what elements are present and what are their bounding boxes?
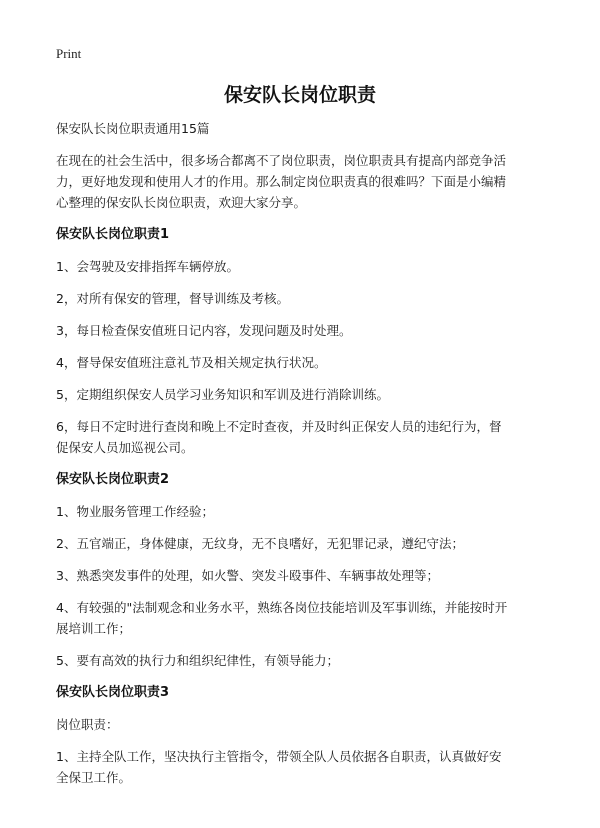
list-item-continued: 促保安人员加巡视公司。 [56,440,194,455]
list-item: 5、要有高效的执行力和组织纪律性，有领导能力； [56,653,339,668]
list-item: 1、主持全队工作，坚决执行主管指令，带领全队人员依据各自职责，认真做好安 [56,749,502,764]
document-body [56,118,550,788]
intro-line: 心整理的保安队长岗位职责，欢迎大家分享。 [56,195,307,210]
list-item: 1、会驾驶及安排指挥车辆停放。 [56,259,239,274]
list-item: 6，每日不定时进行查岗和晚上不定时查夜，并及时纠正保安人员的违纪行为，督 [56,419,502,434]
section-heading: 保安队长岗位职责3 [56,685,170,700]
list-item: 岗位职责： [56,717,119,732]
intro-line: 力，更好地发现和使用人才的作用。那么制定岗位职责真的很难吗？下面是小编精 [56,174,507,189]
section-heading: 保安队长岗位职责2 [56,472,170,487]
document-title: 保安队长岗位职责 [223,84,376,106]
list-item: 3、熟悉突发事件的处理，如火警、突发斗殴事件、车辆事故处理等； [56,568,439,583]
document-subtitle: 保安队长岗位职责通用15篇 [56,121,210,136]
section-heading: 保安队长岗位职责1 [56,227,170,242]
list-item: 4、有较强的"法制观念和业务水平，熟练各岗位技能培训及军事训练，并能按时开 [56,600,508,615]
list-item: 2，对所有保安的管理，督导训练及考核。 [56,291,289,306]
list-item: 1、物业服务管理工作经验； [56,504,214,519]
list-item: 5，定期组织保安人员学习业务知识和军训及进行消除训练。 [56,387,389,402]
intro-line: 在现在的社会生活中，很多场合都离不了岗位职责，岗位职责具有提高内部竞争活 [56,153,507,168]
list-item: 4，督导保安值班注意礼节及相关规定执行状况。 [56,355,327,370]
list-item-continued: 展培训工作； [56,621,132,636]
list-item-continued: 全保卫工作。 [56,770,132,785]
list-item: 3，每日检查保安值班日记内容，发现问题及时处理。 [56,323,352,338]
print-label: Print [56,46,82,61]
list-item: 2、五官端正，身体健康，无纹身，无不良嗜好，无犯罪记录，遵纪守法； [56,536,464,551]
